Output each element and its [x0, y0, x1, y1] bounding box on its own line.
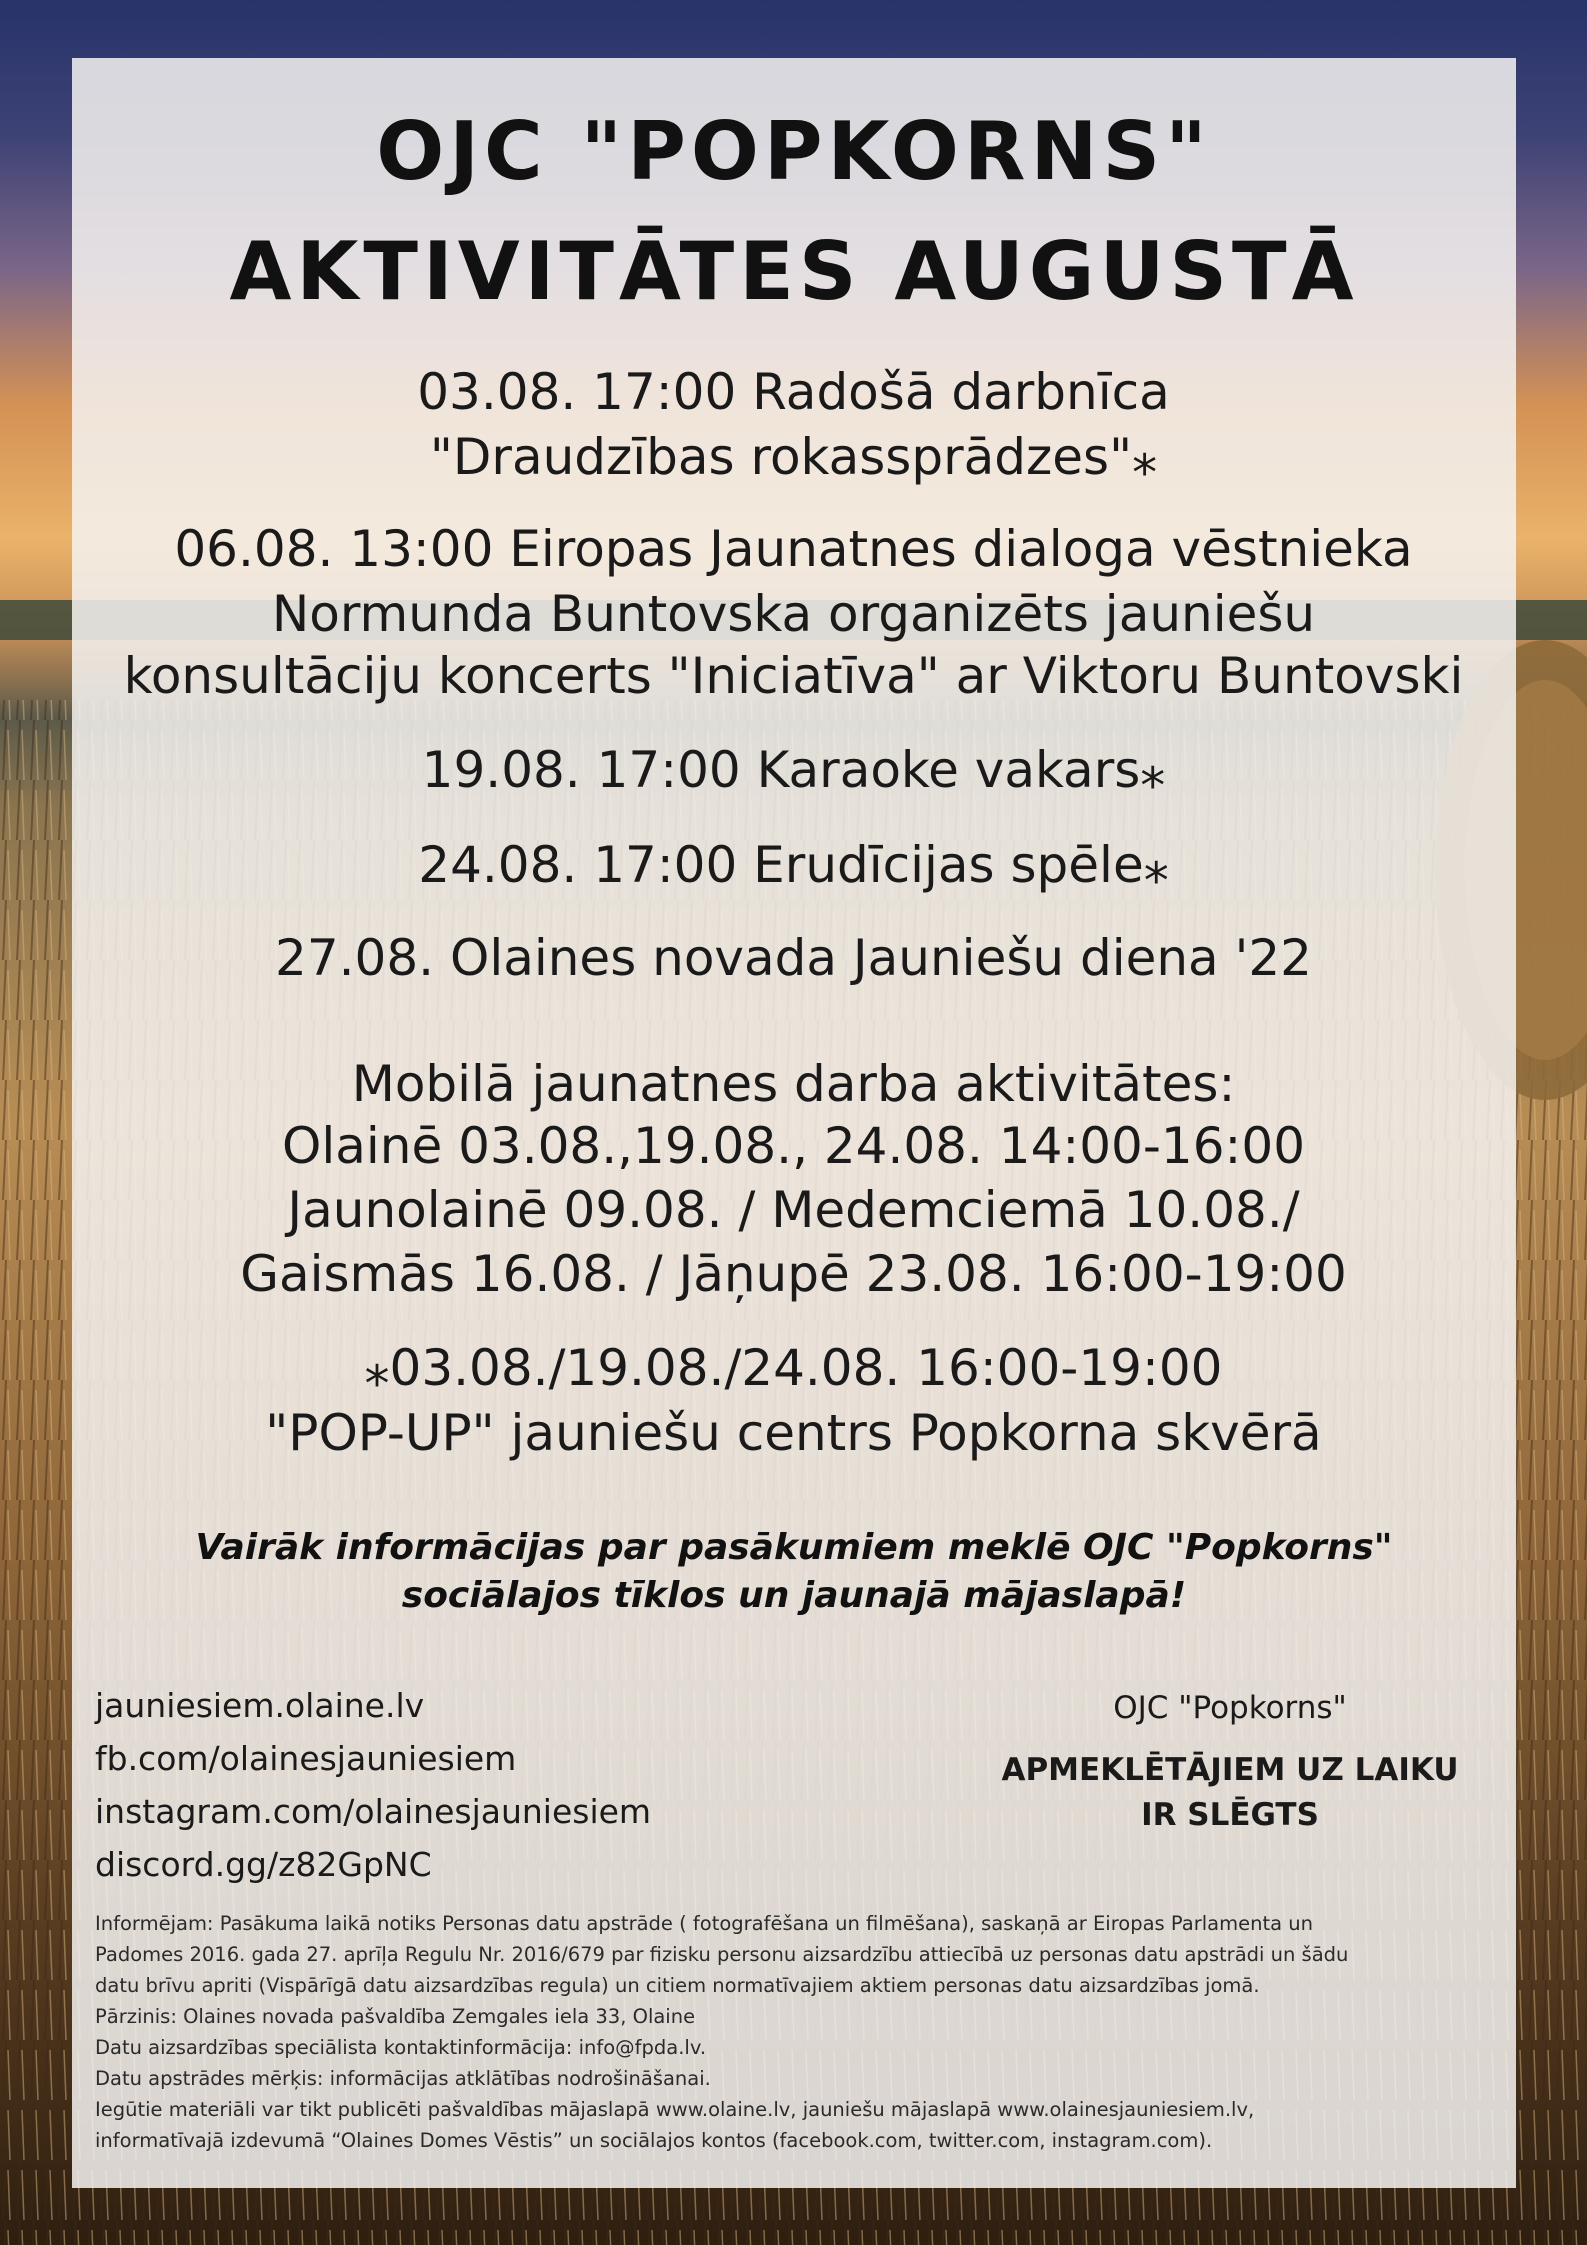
mobile-line2: Jaunolainē 09.08. / Medemciemā 10.08./	[287, 1181, 1300, 1239]
privacy-notice-line: Pārzinis: Olaines novada pašvaldība Zemgales iela 33, Olaine	[95, 2005, 696, 2028]
link-facebook[interactable]: fb.com/olainesjauniesiem	[95, 1739, 517, 1778]
event-2-line2: Normunda Buntovska organizēts jauniešu	[271, 585, 1316, 643]
closed-notice-line1: APMEKLĒTĀJIEM UZ LAIKU	[1001, 1752, 1459, 1788]
link-discord[interactable]: discord.gg/z82GpNC	[95, 1845, 432, 1884]
poster-title-line1: OJC "POPKORNS"	[376, 105, 1212, 198]
link-website[interactable]: jauniesiem.olaine.lv	[95, 1686, 425, 1725]
closed-notice-line2: IR SLĒGTS	[1141, 1797, 1319, 1833]
more-info-line2: sociālajos tīklos un jaunajā mājaslapā!	[401, 1575, 1187, 1616]
more-info-line1: Vairāk informācijas par pasākumiem meklē OJC "Popkorns"	[195, 1527, 1393, 1568]
event-1-line1: 03.08. 17:00 Radošā darbnīca	[417, 363, 1170, 421]
center-status	[970, 1690, 1490, 1838]
event-3: 19.08. 17:00 Karaoke vakars⁎	[421, 741, 1166, 799]
event-2-line1: 06.08. 13:00 Eiropas Jaunatnes dialoga vēstnieka	[174, 520, 1413, 578]
link-instagram[interactable]: instagram.com/olainesjauniesiem	[95, 1792, 652, 1831]
popup-line1: ⁎03.08./19.08./24.08. 16:00-19:00	[364, 1339, 1223, 1397]
event-2-line3: konsultāciju koncerts "Iniciatīva" ar Viktoru Buntovski	[123, 647, 1464, 705]
privacy-notice-line: Datu apstrādes mērķis: informācijas atklātības nodrošināšanai.	[95, 2067, 711, 2090]
privacy-notice-line: datu brīvu apriti (Vispārīgā datu aizsardzības regula) un citiem normatīvajiem aktiem personas datu aizsardzības jomā.	[95, 1974, 1260, 1997]
social-links	[95, 1687, 651, 1899]
mobile-line3: Gaismās 16.08. / Jāņupē 23.08. 16:00-19:00	[240, 1245, 1347, 1303]
mobile-heading: Mobilā jaunatnes darba aktivitātes:	[351, 1055, 1236, 1113]
popup-line2: "POP-UP" jauniešu centrs Popkorna skvērā	[265, 1404, 1322, 1462]
event-1-line2: "Draudzības rokassprādzes"⁎	[429, 428, 1158, 486]
privacy-notice	[95, 1908, 1495, 2156]
privacy-notice-line: informatīvajā izdevumā “Olaines Domes Vēstis” un sociālajos kontos (facebook.com, twitter.com, instagram.com).	[95, 2129, 1213, 2152]
poster-title-line2: AKTIVITĀTES AUGUSTĀ	[229, 225, 1359, 318]
event-4: 24.08. 17:00 Erudīcijas spēle⁎	[418, 836, 1169, 894]
privacy-notice-line: Datu aizsardzības speciālista kontaktinformācija: info@fpda.lv.	[95, 2036, 707, 2059]
privacy-notice-line: Informējam: Pasākuma laikā notiks Personas datu apstrāde ( fotografēšana un filmēšana), saskaņā ar Eiropas Parlamenta un	[95, 1912, 1313, 1935]
center-name: OJC "Popkorns"	[1113, 1690, 1347, 1726]
event-5: 27.08. Olaines novada Jauniešu diena '22	[275, 929, 1312, 987]
mobile-line1: Olainē 03.08.,19.08., 24.08. 14:00-16:00	[281, 1117, 1306, 1175]
privacy-notice-line: Iegūtie materiāli var tikt publicēti pašvaldības mājaslapā www.olaine.lv, jauniešu mājaslapā www.olainesjauniesiem.lv,	[95, 2098, 1255, 2121]
privacy-notice-line: Padomes 2016. gada 27. aprīļa Regulu Nr. 2016/679 par fizisku personu aizsardzību attiecībā uz personas datu apstrādi un šādu	[95, 1943, 1349, 1966]
